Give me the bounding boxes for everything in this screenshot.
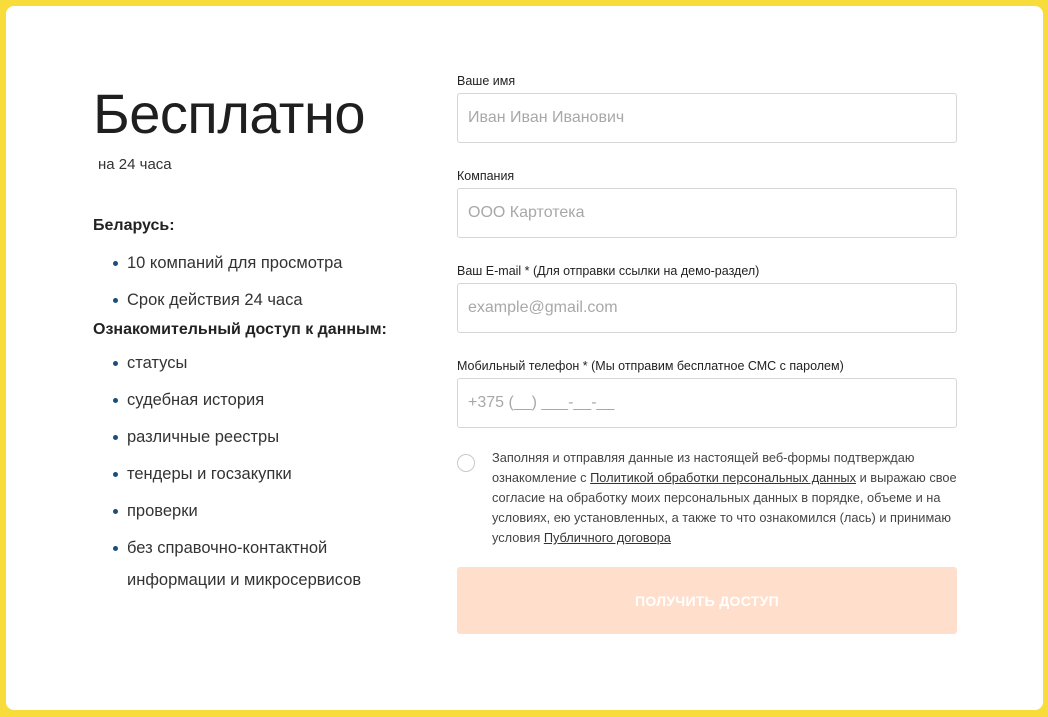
access-list — [111, 347, 423, 596]
access-heading: Ознакомительный доступ к данным: — [93, 321, 387, 338]
bullet-icon — [113, 298, 118, 303]
offer-subtitle: на 24 часа — [98, 156, 172, 173]
belarus-heading: Беларусь: — [93, 217, 175, 234]
name-label: Ваше имя — [457, 74, 516, 88]
public-contract-link[interactable]: Публичного договора — [543, 530, 671, 545]
consent-radio[interactable] — [457, 454, 475, 472]
belarus-list — [111, 247, 423, 316]
email-label: Ваш E-mail * (Для отправки ссылки на демо-раздел) — [457, 264, 760, 278]
company-label: Компания — [457, 169, 515, 183]
list-item: тендеры и госзакупки — [111, 458, 423, 490]
offer-panel — [93, 82, 423, 601]
list-item: проверки — [111, 495, 423, 527]
bullet-icon — [113, 398, 118, 403]
consent-text: Заполняя и отправляя данные из настоящей веб-формы подтверждаю ознакомление с Политикой обработки персональных данных и выражаю свое согласие на обработку моих персональных данных в порядке, объеме и на условиях, ею установленных, а также то что ознакомился (лась) и принимаю условия Публичного договора — [492, 450, 957, 545]
list-item: Срок действия 24 часа — [111, 284, 423, 316]
signup-form — [457, 74, 957, 454]
list-item: различные реестры — [111, 421, 423, 453]
bullet-icon — [113, 472, 118, 477]
get-access-button[interactable]: ПОЛУЧИТЬ ДОСТУП — [457, 567, 957, 634]
bullet-icon — [113, 546, 118, 551]
bullet-icon — [113, 361, 118, 366]
list-item: 10 компаний для просмотра — [111, 247, 423, 279]
bullet-icon — [113, 261, 118, 266]
bullet-icon — [113, 509, 118, 514]
privacy-policy-link[interactable]: Политикой обработки персональных данных — [590, 470, 857, 485]
phone-field-group — [457, 359, 957, 428]
email-input[interactable] — [457, 283, 957, 333]
phone-input[interactable] — [457, 378, 957, 428]
name-field-group — [457, 74, 957, 143]
name-input[interactable] — [457, 93, 957, 143]
consent-block — [457, 448, 957, 548]
email-field-group — [457, 264, 957, 333]
phone-label: Мобильный телефон * (Мы отправим бесплатное СМС с паролем) — [457, 359, 844, 373]
bullet-icon — [113, 435, 118, 440]
company-input[interactable] — [457, 188, 957, 238]
list-item: статусы — [111, 347, 423, 379]
list-item: судебная история — [111, 384, 423, 416]
company-field-group — [457, 169, 957, 238]
offer-title: Бесплатно — [93, 82, 366, 145]
list-item: без справочно-контактной информации и микросервисов — [111, 532, 423, 596]
